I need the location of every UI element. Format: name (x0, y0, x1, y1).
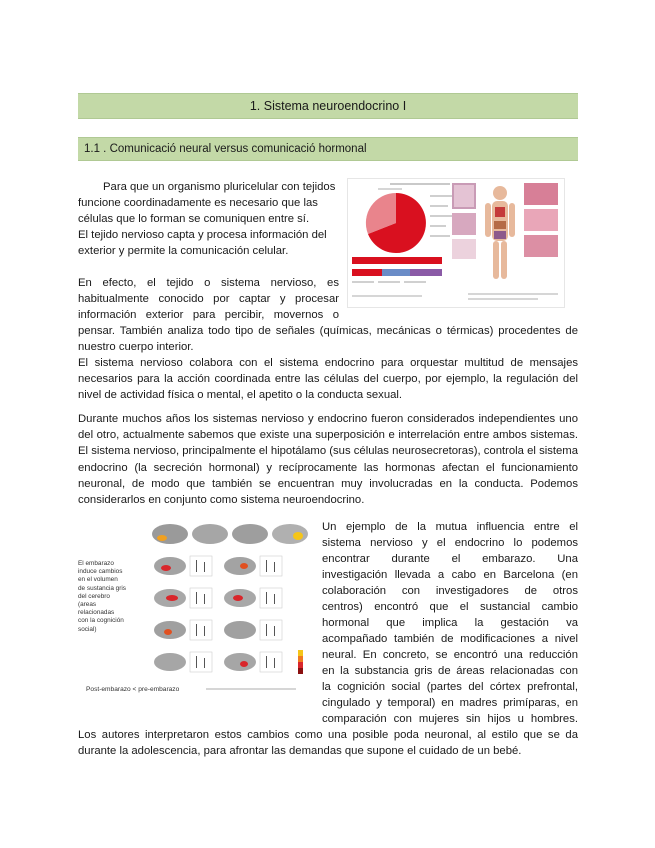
p5-line-13: comparación con mujeres sin hijos u hombres. (322, 713, 578, 725)
p1-line-4: El tejido nervioso capta y procesa información del (78, 229, 327, 241)
subsection-heading: 1.1 . Comunicació neural versus comunicació hormonal (84, 143, 367, 155)
paragraph-3: El sistema nervioso colabora con el sistema endocrino para orquestar multitud de mensajes necesarios para la acción coordinada entre las células del cuerpo, por ejemplo, la regulación del nivel de actividad física o mental, el apetito o la conducta sexual. (78, 357, 578, 402)
p5-line-12: cingulado y temporal) en madres primíparas, en (322, 697, 578, 709)
p5-line-9: neural. En concreto, se encontró una reducción (322, 649, 578, 661)
p1-line-2: funcione coordinadamente es necesario que las (78, 197, 318, 209)
caption-line: del cerebro (78, 592, 110, 600)
caption-line: en el volumen (78, 576, 118, 584)
p5-line-10: en la substancia gris de áreas relacionadas con (322, 665, 578, 677)
section-heading-band (78, 93, 578, 119)
brain-scans-figure (78, 522, 314, 694)
p5-line-3: encontrar durante el embarazo. Una (322, 553, 578, 565)
p1-line-3: células que lo forman se comuniquen entre sí. (78, 213, 310, 225)
section-heading: 1. Sistema neuroendocrino I (249, 99, 407, 113)
p5-line-1: Un ejemplo de la mutua influencia entre el (322, 521, 578, 533)
p2-line-1: En efecto, el tejido o sistema nervioso, es (78, 277, 339, 289)
caption-line: induce cambios (78, 568, 123, 576)
p5-line-8: acompañado también de modificaciones a nivel (322, 633, 578, 645)
p5-line-6: centros) encontró que el sustancial cambio (322, 601, 578, 613)
p2-line-3: información exterior para percibir, movernos o (78, 309, 339, 321)
p2-rest: pensar. También analiza todo tipo de señales (químicas, mecánicas o térmicas) procedentes de nuestro cuerpo interior. (78, 325, 578, 354)
caption-line: social) (78, 625, 97, 633)
p5-line-4: investigación llevada a cabo en Barcelona (en (322, 569, 578, 581)
brain-figure-credit (206, 688, 296, 690)
p5-line-7: hormonal que implica la gestación va (322, 617, 578, 629)
caption-line: relacionadas (78, 609, 115, 617)
p5-rest: Los autores interpretaron estos cambios como una posible poda neuronal, al estilo que se da durante la adolescencia, para afrontar las demandas que supone el cuidado de un bebé. (78, 729, 578, 758)
p5-line-11: la cognición social (partes del córtex prefrontal, (322, 681, 578, 693)
caption-line: de sustancia gris (78, 584, 126, 592)
brain-figure-caption (78, 560, 150, 634)
subsection-heading-band (78, 137, 578, 161)
p5-line-2: sistema nervioso y el endocrino lo podemos (322, 537, 578, 549)
cell-types-infographic-image (348, 179, 564, 307)
brain-figure-bottom-label: Post-embarazo < pre-embarazo (86, 686, 180, 693)
brain-scan-images (148, 522, 314, 682)
caption-line: con la cognición (78, 617, 124, 625)
caption-line: (areas (78, 601, 97, 609)
p1-line-5: exterior y permite la comunicación celular. (78, 245, 289, 257)
p2-line-2: habitualmente conocido por captar y procesar (78, 293, 339, 305)
p1-line-1: Para que un organismo pluricelular con tejidos (103, 181, 336, 193)
p5-line-5: colaboración con investigadores de otros (322, 585, 578, 597)
paragraph-4: Durante muchos años los sistemas nervioso y endocrino fueron considerados independientes uno del otro, actualmente sabemos que existe una superposición e interrelación entre ambos sistemas. El sistema nervioso, principalmente el hipotálamo (sus células neurosecretoras), controla el sistema endocrino (la secreción hormonal) y recíprocamente las hormonas afectan el funcionamiento neuronal, de modo que también se encuentran muy involucradas en la conducta. Podemos considerarlos en conjunto como sistema neuroendocrino. (78, 413, 578, 507)
caption-line: El embarazo (78, 560, 114, 567)
cell-types-infographic (347, 178, 565, 308)
